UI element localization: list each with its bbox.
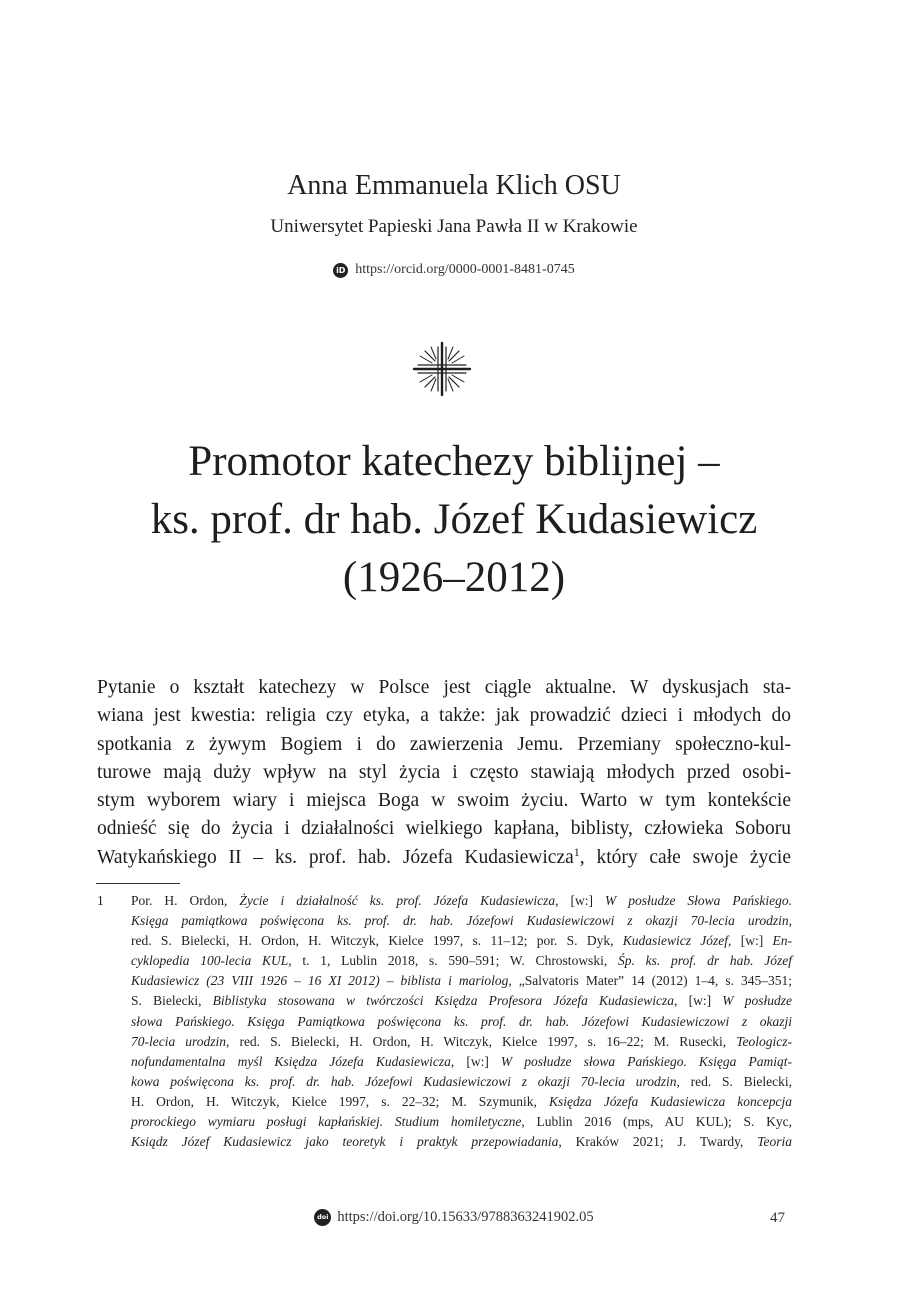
article-title — [0, 433, 908, 607]
body-line: turowe mają duży wpływ na styl życia i często stawiają młodych przed osobi- — [97, 761, 791, 783]
footnote-italic-text: Ksiądz Józef Kudasiewicz jako teoretyk i praktyk przepowiadania — [131, 1134, 559, 1150]
footnote-text: red. S. Bielecki, H. Ordon, H. Witczyk, Kielce 1997, s. 11–12; por. S. Dyk, — [131, 933, 623, 949]
body-line: wiana jest kwestia: religia czy etyka, a także: jak prowadzić dzieci i młodych do — [97, 705, 791, 727]
page-number: 47 — [770, 1210, 785, 1226]
footnote-line — [131, 1052, 792, 1072]
footnote-text: , [w:] — [450, 1053, 501, 1069]
footnote-italic-text: W posłudze — [722, 993, 792, 1009]
footnote-text: , red. S. Bielecki, H. Ordon, H. Witczyk, Kielce 1997, s. 16–22; M. Rusecki, — [226, 1033, 737, 1049]
body-line: stym wyborem wiary i miejsca Boga w swoim życiu. Warto w tym kontekście — [97, 790, 791, 812]
footnote-italic-text: Śp. ks. prof. dr hab. Józef — [617, 953, 792, 969]
footnote-italic-text: cyklopedia 100-lecia KUL — [131, 953, 289, 969]
footnote-text: Por. H. Ordon, — [131, 893, 240, 908]
footnote-italic-text: Życie i działalność ks. prof. Józefa Kudasiewicza — [239, 893, 556, 908]
footnote-italic-text: prorockiego wymiaru posługi kapłańskiej. Studium homiletyczne — [131, 1114, 522, 1130]
title-line: (1926–2012) — [342, 554, 566, 601]
footnote-reference[interactable]: 1 — [573, 844, 580, 859]
footnote-italic-text: Księga pamiątkowa poświęcona ks. prof. dr. hab. Józefowi Kudasiewiczowi z okazji 70-lecia urodzin — [131, 913, 789, 929]
footnote-line — [131, 1032, 792, 1052]
footnote-italic-text: kowa poświęcona ks. prof. dr. hab. Józefowi Kudasiewiczowi z okazji 70-lecia urodzin — [131, 1073, 677, 1089]
footnote-text: , Lublin 2016 (mps, AU KUL); S. Kyc, — [521, 1114, 792, 1130]
title-line: ks. prof. dr hab. Józef Kudasiewicz — [150, 496, 758, 543]
author-affiliation: Uniwersytet Papieski Jana Pawła II w Krakowie — [270, 216, 638, 237]
footnote-italic-text: nofundamentalna myśl Księdza Józefa Kudasiewicza — [131, 1053, 451, 1069]
footnote-text: , „Salvatoris Mater” 14 (2012) 1–4, s. 345–351; — [508, 973, 792, 989]
cross-ornament-icon — [411, 341, 473, 397]
footnote-italic-text: 70-lecia urodzin — [131, 1033, 227, 1049]
body-text-segment: , który całe swoje życie — [579, 846, 791, 868]
footnote-line — [131, 1072, 792, 1092]
footnote-line — [131, 1092, 792, 1112]
orcid-icon: iD — [333, 263, 348, 278]
footnote-line — [131, 931, 792, 951]
footnote-italic-text: En- — [772, 933, 792, 949]
footnote-text: , t. 1, Lublin 2018, s. 590–591; W. Chrostowski, — [288, 953, 618, 969]
footnote-italic-text: W posłudze słowa Pańskiego. Księga Pamiąt- — [500, 1053, 792, 1069]
footnote-line — [131, 971, 792, 991]
footnote-italic-text: słowa Pańskiego. Księga Pamiątkowa poświęcona ks. prof. dr. hab. Józefowi Kudasiewiczowi z okazji — [131, 1013, 792, 1029]
footnote-line — [131, 1012, 792, 1032]
footnote-line — [131, 1112, 792, 1132]
footnote-italic-text: Kudasiewicz (23 VIII 1926 – 16 XI 2012) – biblista i mariolog — [131, 973, 509, 989]
footnote-text: , [w:] — [728, 933, 773, 949]
footnote-body — [131, 891, 792, 1152]
body-line-last — [97, 844, 791, 872]
footnote-italic-text: Biblistyka stosowana w twórczości Księdza Profesora Józefa Kudasiewicza — [212, 993, 675, 1009]
footnote-italic-text: Księdza Józefa Kudasiewicza koncepcja — [548, 1093, 792, 1109]
footnote-text: S. Bielecki, — [131, 993, 213, 1009]
body-line: odnieść się do życia i działalności wielkiego kapłana, biblisty, człowieka Soboru — [97, 818, 791, 840]
author-name: Anna Emmanuela Klich OSU — [287, 170, 621, 201]
footnote-italic-text: Teoria — [757, 1134, 792, 1150]
footnote-line — [131, 951, 792, 971]
orcid-url[interactable]: https://orcid.org/0000-0001-8481-0745 — [355, 262, 575, 277]
footnote-line — [131, 1132, 792, 1152]
footnote-italic-text: Teologicz- — [736, 1033, 792, 1049]
footnote-text: , Kraków 2021; J. Twardy, — [558, 1134, 758, 1150]
footnote-italic-text: W posłudze Słowa Pańskiego. — [604, 893, 792, 908]
footnote-divider — [96, 883, 180, 884]
body-text-segment: Watykańskiego II – ks. prof. hab. Józefa Kudasiewicza — [97, 846, 574, 868]
doi-url[interactable]: https://doi.org/10.15633/9788363241902.05 — [337, 1209, 594, 1225]
footnote-line — [131, 891, 792, 911]
body-line: spotkania z żywym Bogiem i do zawierzenia Jemu. Przemiany społeczno-kul- — [97, 733, 791, 755]
footnote — [97, 891, 792, 1152]
footnote-text: , [w:] — [555, 893, 605, 908]
footnote-text: H. Ordon, H. Witczyk, Kielce 1997, s. 22–32; M. Szymunik, — [131, 1093, 549, 1109]
footnote-text: , red. S. Bielecki, — [676, 1073, 793, 1089]
footnote-line — [131, 991, 792, 1011]
footnote-text: , [w:] — [674, 993, 723, 1009]
footnote-number: 1 — [97, 893, 104, 908]
doi-icon: doi — [314, 1209, 331, 1226]
footnote-italic-text: Kudasiewicz Józef — [622, 933, 729, 949]
orcid-link[interactable] — [0, 262, 908, 278]
body-line: Pytanie o kształt katechezy w Polsce jest ciągle aktualne. W dyskusjach sta- — [97, 677, 791, 698]
footnote-line — [131, 911, 792, 931]
footnote-text: , — [788, 913, 792, 929]
body-paragraph — [97, 674, 791, 872]
title-line: Promotor katechezy biblijnej – — [188, 438, 720, 485]
